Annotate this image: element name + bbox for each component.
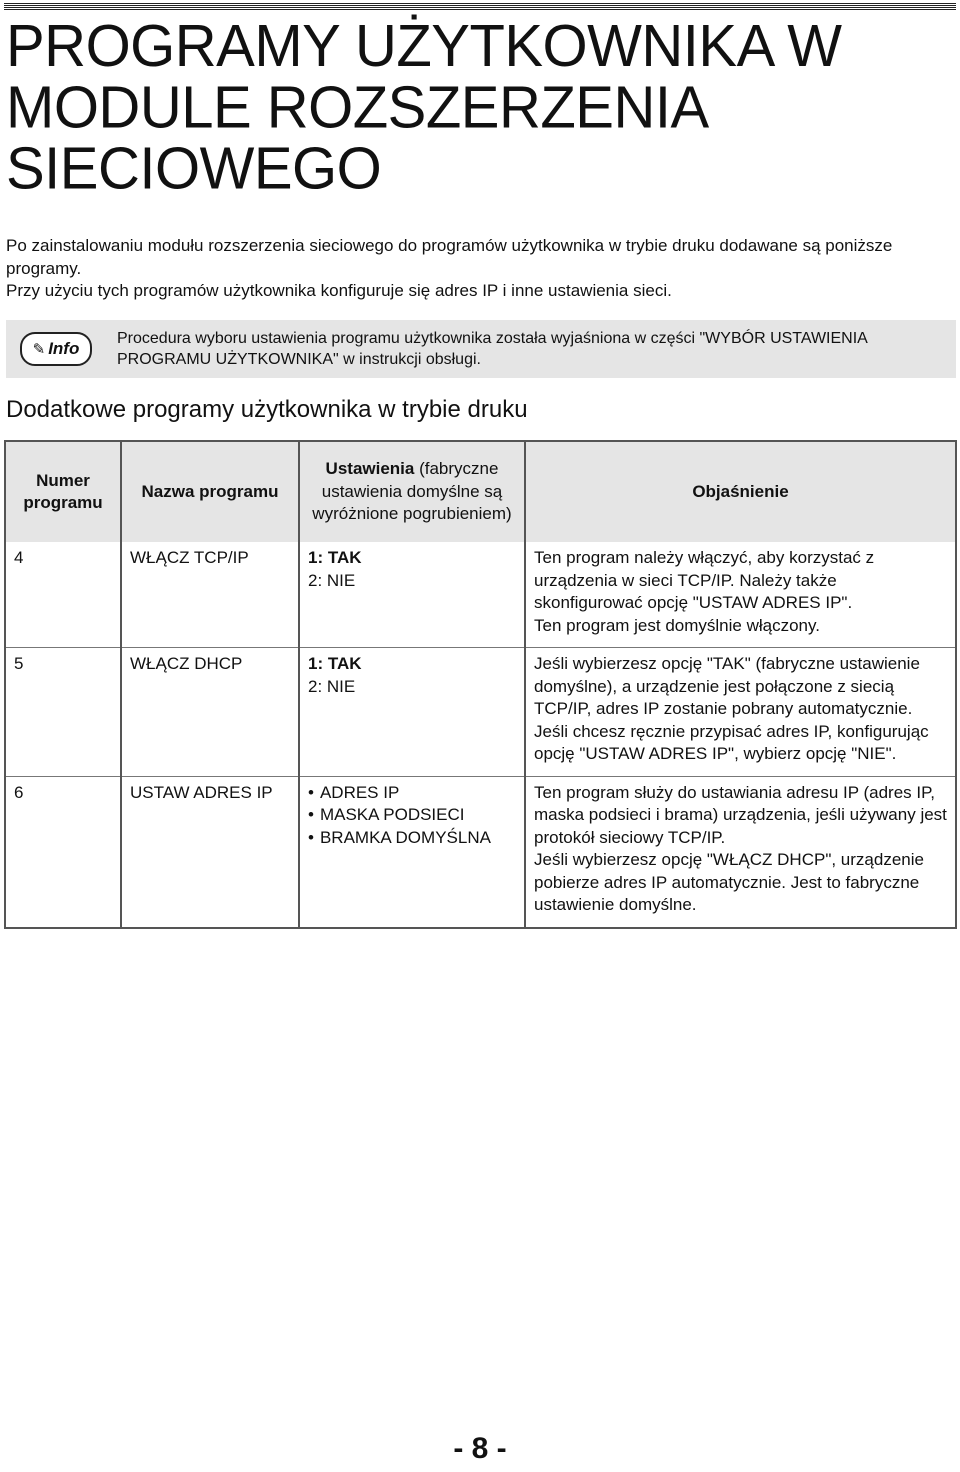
header-explanation: Objaśnienie (525, 441, 956, 542)
title-line: PROGRAMY UŻYTKOWNIKA W (6, 13, 842, 80)
setting-item: • MASKA PODSIECI (308, 804, 516, 827)
intro-text (6, 235, 946, 303)
setting-item: • BRAMKA DOMYŚLNA (308, 827, 516, 850)
default-option: 1: TAK (308, 548, 362, 567)
info-note (6, 320, 956, 378)
program-number: 5 (5, 648, 121, 777)
explanation-text: Jeśli wybierzesz opcję "WŁĄCZ DHCP", urządzenie pobierze adres IP automatycznie. Jest to fabryczne ustawienie domyślne. (534, 850, 924, 914)
explanation-text: Ten program służy do ustawiania adresu IP (adres IP, maska podsieci i brama) urządzenia, jeśli używany jest protokół sieciowy TCP/IP. (534, 782, 947, 847)
program-settings (299, 648, 525, 777)
header-number: Numer programu (5, 441, 121, 542)
header-name: Nazwa programu (121, 441, 299, 542)
programs-table (4, 440, 957, 929)
program-explanation (525, 648, 956, 777)
page-title (6, 13, 946, 202)
option: 2: NIE (308, 570, 356, 590)
program-explanation (525, 542, 956, 648)
program-settings (299, 542, 525, 648)
option: 2: NIE (308, 676, 356, 696)
info-badge (20, 332, 92, 366)
info-label: Info (48, 339, 80, 358)
header-settings: Ustawienia (fabryczne ustawienia domyślne są wyróżnione pogrubieniem) (299, 441, 525, 542)
table-row (5, 648, 956, 777)
title-line: MODULE ROZSZERZENIA (6, 74, 709, 141)
program-name: WŁĄCZ DHCP (121, 648, 299, 777)
title-line: SIECIOWEGO (6, 135, 382, 202)
program-number: 6 (5, 776, 121, 928)
default-option: 1: TAK (308, 654, 362, 673)
section-title: Dodatkowe programy użytkownika w trybie druku (6, 396, 528, 423)
intro-paragraph: Po zainstalowaniu modułu rozszerzenia sieciowego do programów użytkownika w trybie druku dodawane są poniższe programy. (6, 236, 893, 278)
program-name: USTAW ADRES IP (121, 776, 299, 928)
program-explanation (525, 776, 956, 928)
table-row (5, 776, 956, 928)
explanation-text: Jeśli chcesz ręcznie przypisać adres IP, konfigurując opcję "USTAW ADRES IP", wybierz opcję "NIE". (534, 721, 929, 763)
pencil-icon: ✎ (32, 340, 46, 358)
top-rule (4, 3, 956, 10)
table-row (5, 542, 956, 648)
program-settings (299, 776, 525, 928)
table-header-row (5, 441, 956, 542)
info-text: Procedura wyboru ustawienia programu użytkownika została wyjaśniona w części "WYBÓR USTAWIENIA PROGRAMU UŻYTKOWNIKA" w instrukcji obsługi. (117, 330, 867, 368)
explanation-text: Jeśli wybierzesz opcję "TAK" (fabryczne ustawienie domyślne), a urządzenie jest połączone z siecią TCP/IP, adres IP zostanie pobrany automatycznie. (534, 654, 920, 718)
intro-paragraph: Przy użyciu tych programów użytkownika konfiguruje się adres IP i inne ustawienia sieci. (6, 281, 672, 300)
program-number: 4 (5, 542, 121, 648)
explanation-text: Ten program jest domyślnie włączony. (534, 615, 820, 635)
explanation-text: Ten program należy włączyć, aby korzystać z urządzenia w sieci TCP/IP. Należy także skonfigurować opcję "USTAW ADRES IP". (534, 548, 875, 612)
program-name: WŁĄCZ TCP/IP (121, 542, 299, 648)
page-number: - 8 - (453, 1432, 507, 1465)
setting-item: • ADRES IP (308, 782, 516, 805)
